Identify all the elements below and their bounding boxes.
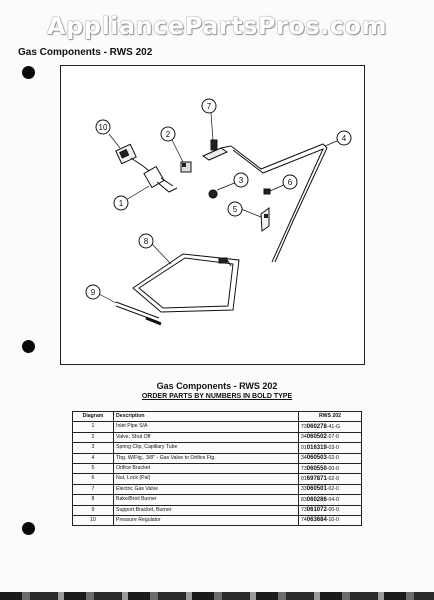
table-row: [73, 422, 362, 432]
diagram-number: 2: [73, 432, 114, 442]
diagram-number: 5: [73, 463, 114, 473]
part-number-prefix: 73: [301, 423, 307, 430]
diagram-number: 9: [73, 505, 114, 515]
part-number-prefix: 73: [301, 465, 307, 472]
svg-text:1: 1: [118, 199, 124, 208]
part-description: Pressure Regulator: [114, 515, 299, 525]
binder-hole-middle: [22, 340, 35, 353]
watermark: AppliancePartsPros.com: [47, 12, 387, 40]
inlet-pipe-drawing: [143, 166, 177, 192]
tubing-drawing: [231, 144, 327, 262]
callout-4: [337, 131, 351, 145]
part-number: [299, 422, 362, 432]
part-description: Inlet Pipe S/A: [114, 422, 299, 432]
callout-5: [228, 202, 242, 216]
part-number-prefix: 73: [301, 507, 307, 514]
part-number-suffix: -03-0: [326, 444, 339, 451]
part-number-suffix: -04-0: [326, 496, 339, 503]
part-number: [299, 484, 362, 494]
part-number: [299, 443, 362, 453]
part-number: [299, 453, 362, 463]
column-header-description: Description: [114, 412, 299, 422]
svg-text:5: 5: [232, 205, 238, 214]
parts-table-body: [73, 422, 362, 526]
diagram-number: 6: [73, 474, 114, 484]
part-number-suffix: -10-0: [326, 517, 339, 524]
callout-1: [114, 196, 128, 210]
burner-drawing: [133, 254, 239, 312]
part-number-bold: 060502: [306, 434, 327, 441]
part-number-suffix: -02-0: [326, 486, 339, 493]
diagram-number: 7: [73, 484, 114, 494]
part-number-bold: 697871: [306, 475, 327, 482]
diagram-number: 1: [73, 422, 114, 432]
part-number-bold: 063684: [306, 517, 327, 524]
svg-text:7: 7: [206, 102, 212, 111]
shut-off-valve-drawing: [181, 162, 191, 172]
binder-hole-top: [22, 66, 35, 79]
svg-text:4: 4: [341, 134, 347, 143]
diagram-number: 8: [73, 495, 114, 505]
part-number-bold: 060550: [306, 465, 327, 472]
part-number-prefix: 83: [301, 496, 307, 503]
callout-2: [161, 127, 175, 141]
callout-6: [283, 175, 297, 189]
diagram-number: 4: [73, 453, 114, 463]
column-header-diagram: Diagram: [73, 412, 114, 422]
part-number-suffix: -02-0: [326, 475, 339, 482]
table-row: [73, 463, 362, 473]
callout-7: [202, 99, 216, 113]
callout-8: [139, 234, 153, 248]
svg-text:8: 8: [143, 237, 149, 246]
table-row: [73, 474, 362, 484]
column-header-model: RWS 202: [299, 412, 362, 422]
part-number-bold: 060501: [306, 486, 327, 493]
part-number-bold: 060278: [306, 423, 327, 430]
part-description: Tbg. W/Ftg., 3/8" - Gas Valve to Orifice Ftg.: [114, 453, 299, 463]
order-note: ORDER PARTS BY NUMBERS IN BOLD TYPE: [141, 393, 293, 400]
svg-text:2: 2: [165, 130, 171, 139]
table-row: [73, 484, 362, 494]
part-number-prefix: 33: [301, 486, 307, 493]
part-description: Nut, Lock (Pal): [114, 474, 299, 484]
part-description: Support Bracket, Burner: [114, 505, 299, 515]
part-number-bold: 061072: [306, 507, 327, 514]
part-number-suffix: -41-G: [326, 423, 341, 430]
section-title: Gas Components - RWS 202: [156, 381, 278, 391]
part-number-bold: 016319: [306, 444, 327, 451]
svg-text:9: 9: [90, 288, 96, 297]
part-number-prefix: 34: [301, 455, 307, 462]
callout-9: [86, 285, 100, 299]
part-number-prefix: 34: [301, 434, 307, 441]
table-row: [73, 495, 362, 505]
part-description: Bake/Broil Burner: [114, 495, 299, 505]
table-row: [73, 443, 362, 453]
diagram-number: 10: [73, 515, 114, 525]
part-number-bold: 060286: [306, 496, 327, 503]
parts-table-header-row: [73, 412, 362, 422]
part-description: Spring Clip, Capillary Tube: [114, 443, 299, 453]
part-description: Orifice Bracket: [114, 463, 299, 473]
svg-text:10: 10: [98, 123, 108, 132]
part-number: [299, 432, 362, 442]
binder-hole-bottom: [22, 522, 35, 535]
part-number-prefix: 01: [301, 444, 307, 451]
part-description: Electric Gas Valve: [114, 484, 299, 494]
svg-text:6: 6: [287, 178, 293, 187]
part-number-suffix: -02-0: [326, 455, 339, 462]
part-number-prefix: 74: [301, 517, 307, 524]
part-number-prefix: 01: [301, 475, 307, 482]
exploded-parts-diagram: [60, 65, 365, 365]
part-number-suffix: -07-0: [326, 434, 339, 441]
page-heading: Gas Components - RWS 202: [18, 47, 153, 58]
part-number: [299, 495, 362, 505]
part-number: [299, 515, 362, 525]
table-row: [73, 515, 362, 525]
parts-table: [72, 411, 362, 526]
spring-clip-drawing: [209, 190, 217, 198]
table-row: [73, 505, 362, 515]
scan-bottom-edge: [0, 592, 434, 600]
svg-text:3: 3: [238, 176, 244, 185]
pal-nut-drawing: [264, 189, 270, 194]
part-number: [299, 474, 362, 484]
table-row: [73, 453, 362, 463]
callout-3: [234, 173, 248, 187]
part-number-suffix: -00-0: [326, 507, 339, 514]
callout-10: [96, 120, 110, 134]
diagram-drawing: [61, 66, 366, 366]
table-row: [73, 432, 362, 442]
part-number-bold: 060503: [306, 455, 327, 462]
part-number: [299, 463, 362, 473]
diagram-number: 3: [73, 443, 114, 453]
part-description: Valve, Shut Off: [114, 432, 299, 442]
part-number: [299, 505, 362, 515]
part-number-suffix: -00-0: [326, 465, 339, 472]
electric-gas-valve-drawing: [203, 140, 231, 160]
orifice-bracket-drawing: [261, 208, 269, 231]
